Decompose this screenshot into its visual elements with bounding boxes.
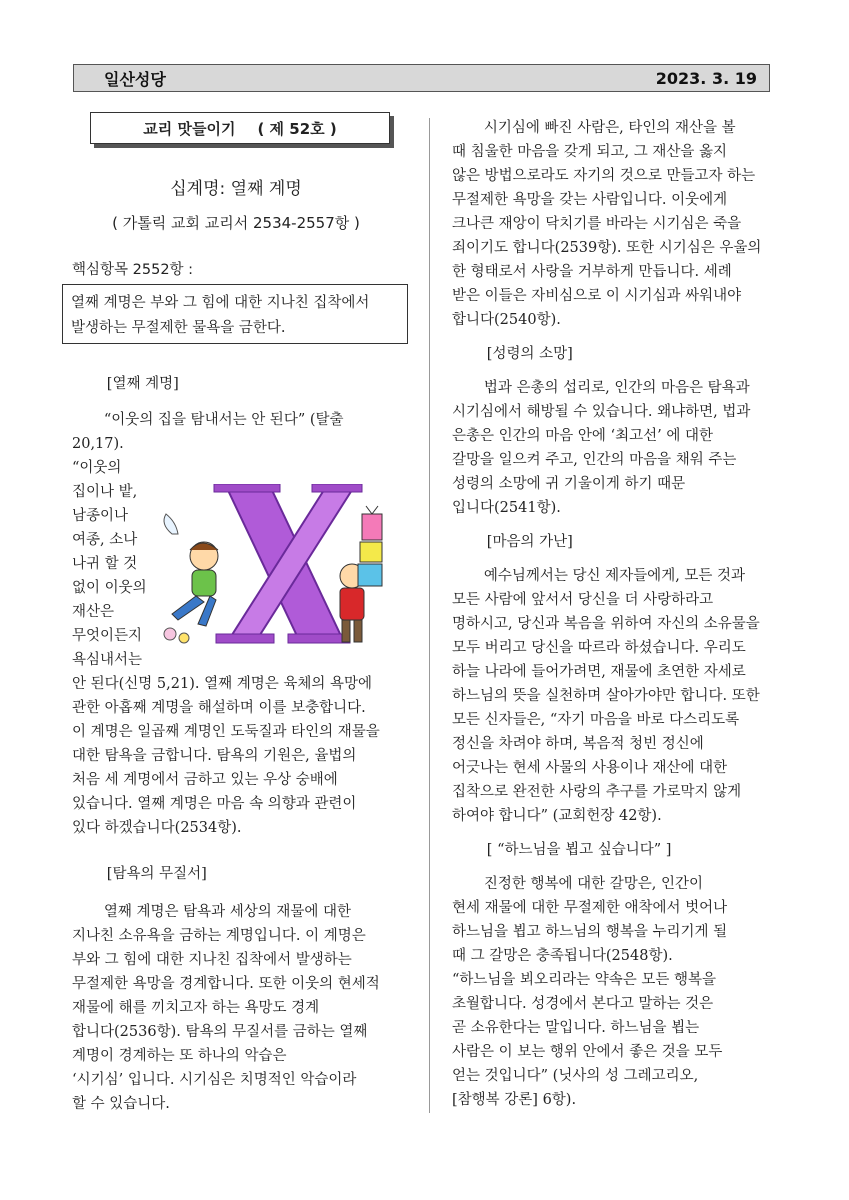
paragraph-line: 한 형태로서 사랑을 거부하게 만듭니다. 세례 bbox=[452, 264, 732, 280]
paragraph-line: 무절제한 욕망을 경계합니다. 또한 이웃의 현세적 bbox=[72, 976, 380, 992]
paragraph-line: 받은 이들은 자비심으로 이 시기심과 싸워내야 bbox=[452, 288, 742, 304]
paragraph-line: 대한 탐욕을 금합니다. 탐욕의 기원은, 율법의 bbox=[72, 748, 357, 764]
section-heading: [ “하느님을 뵙고 싶습니다” ] bbox=[486, 842, 672, 858]
left-column bbox=[72, 372, 388, 1116]
paragraph-line: 현세 재물에 대한 무절제한 애착에서 벗어나 bbox=[452, 900, 728, 916]
series-title-box bbox=[90, 112, 390, 144]
issue-number: ( 제 52호 ) bbox=[257, 119, 337, 138]
paragraph-line: 어긋나는 현세 사물의 사용이나 재산에 대한 bbox=[452, 760, 728, 776]
paragraph-line: 하여야 합니다” (교회헌장 42항). bbox=[452, 808, 662, 824]
paragraph-line: “하느님을 뵈오리라는 약속은 모든 행복을 bbox=[452, 972, 716, 988]
paragraph-line: 정신을 차려야 하며, 복음적 청빈 정신에 bbox=[452, 736, 704, 752]
section-heading: [탐욕의 무질서] bbox=[106, 866, 207, 882]
series-label: 교리 맛들이기 bbox=[143, 119, 236, 138]
section-heading: [마음의 가난] bbox=[486, 534, 573, 550]
paragraph-line: 이 계명은 일곱째 계명인 도둑질과 타인의 재물을 bbox=[72, 724, 380, 740]
paragraph-line: 갈망을 일으켜 주고, 인간의 마음을 채워 주는 bbox=[452, 452, 737, 468]
paragraph-line: 시기심에서 해방될 수 있습니다. 왜냐하면, 법과 bbox=[452, 404, 751, 420]
page-title: 십계명: 열째 계명 bbox=[170, 179, 302, 199]
letter-x-illustration bbox=[152, 484, 384, 646]
page-header bbox=[73, 64, 770, 92]
paragraph-line: 모두 버리고 당신을 따르라 하셨습니다. 우리도 bbox=[452, 640, 746, 656]
column-divider bbox=[429, 118, 430, 1113]
key-point-line: 발생하는 무절제한 물욕을 금한다. bbox=[71, 320, 286, 336]
key-point-line: 열째 계명은 부와 그 힘에 대한 지나친 집착에서 bbox=[71, 295, 370, 311]
paragraph-line: 재물에 해를 끼치고자 하는 욕망도 경계 bbox=[72, 1000, 320, 1016]
paragraph-line: 20,17). bbox=[72, 436, 124, 452]
paragraph-line: 관한 아홉째 계명을 해설하며 이를 보충합니다. bbox=[72, 700, 366, 716]
paragraph-line: 있습니다. 열째 계명은 마음 속 의향과 관련이 bbox=[72, 796, 357, 812]
paragraph-line: 무절제한 욕망을 갖는 사람입니다. 이웃에게 bbox=[452, 192, 728, 208]
paragraph-line: 지나친 소유욕을 금하는 계명입니다. 이 계명은 bbox=[72, 928, 366, 944]
paragraph-line: 하늘 나라에 들어가려면, 재물에 초연한 자세로 bbox=[452, 664, 746, 680]
paragraph-line: 모든 신자들은, “자기 마음을 바로 다스리도록 bbox=[452, 712, 740, 728]
paragraph-line: 입니다(2541항). bbox=[452, 500, 561, 516]
paragraph-line: 때 그 갈망은 충족됩니다(2548항). bbox=[452, 948, 673, 964]
paragraph-line: 안 된다(신명 5,21). 열째 계명은 육체의 욕망에 bbox=[72, 676, 372, 692]
paragraph-line: 할 수 있습니다. bbox=[72, 1096, 170, 1112]
paragraph-line: 은총은 인간의 마음 안에 ‘최고선’ 에 대한 bbox=[452, 428, 713, 444]
paragraph-line: 크나큰 재앙이 닥치기를 바라는 시기심은 죽을 bbox=[452, 216, 742, 232]
catechism-reference: ( 가톨릭 교회 교리서 2534-2557항 ) bbox=[112, 214, 360, 232]
paragraph-line: 욕심내서는 bbox=[72, 652, 143, 668]
paragraph-line: 모든 사람에 앞서서 당신을 더 사랑하라고 bbox=[452, 592, 714, 608]
paragraph-line: 있다 하겠습니다(2534항). bbox=[72, 820, 242, 836]
text-with-illustration bbox=[72, 456, 388, 672]
paragraph-line: 계명이 경계하는 또 하나의 악습은 bbox=[72, 1048, 287, 1064]
boy-sitting-icon bbox=[164, 514, 218, 643]
section-heading: [성령의 소망] bbox=[486, 346, 573, 362]
paragraph-line: 얻는 것입니다” (닛사의 성 그레고리오, bbox=[452, 1068, 699, 1084]
key-point-label: 핵심항목 2552항 : bbox=[72, 262, 194, 278]
paragraph-line: 처음 세 계명에서 금하고 있는 우상 숭배에 bbox=[72, 772, 338, 788]
paragraph-line: “이웃의 bbox=[72, 460, 122, 476]
paragraph-line: 명하시고, 당신과 복음을 위하여 자신의 소유물을 bbox=[452, 616, 760, 632]
paragraph-line: 나귀 할 것 bbox=[72, 556, 138, 572]
paragraph-line: 시기심에 빠진 사람은, 타인의 재산을 볼 bbox=[483, 120, 736, 136]
paragraph-line: 않은 방법으로라도 자기의 것으로 만들고자 하는 bbox=[452, 168, 756, 184]
paragraph-line: 곧 소유한다는 말입니다. 하느님을 뵙는 bbox=[452, 1020, 700, 1036]
wrapped-text bbox=[72, 456, 152, 672]
paragraph-line: 성령의 소망에 귀 기울이게 하기 때문 bbox=[452, 476, 686, 492]
right-column bbox=[452, 116, 788, 1112]
man-with-gifts-icon bbox=[340, 506, 382, 642]
paragraph-line: ‘시기심’ 입니다. 시기심은 치명적인 악습이라 bbox=[72, 1072, 357, 1088]
paragraph-line: [참행복 강론] 6항). bbox=[452, 1092, 577, 1108]
issue-date: 2023. 3. 19 bbox=[655, 68, 757, 88]
paragraph-line: 죄이기도 합니다(2539항). 또한 시기심은 우울의 bbox=[452, 240, 762, 256]
paragraph-line: 하느님을 뵙고 하느님의 행복을 누리기게 될 bbox=[452, 924, 728, 940]
key-point-box bbox=[62, 284, 408, 344]
paragraph-line: 열째 계명은 탐욕과 세상의 재물에 대한 bbox=[103, 904, 352, 920]
paragraph-line: 합니다(2540항). bbox=[452, 312, 561, 328]
paragraph-line: 하느님의 뜻을 실천하며 살아가야만 합니다. 또한 bbox=[452, 688, 760, 704]
paragraph-line: 집착으로 완전한 사랑의 추구를 가로막지 않게 bbox=[452, 784, 742, 800]
paragraph-line: 진정한 행복에 대한 갈망은, 인간이 bbox=[483, 876, 704, 892]
paragraph-line: 사람은 이 보는 행위 안에서 좋은 것을 모두 bbox=[452, 1044, 723, 1060]
paragraph-line: 집이나 밭, bbox=[72, 484, 138, 500]
paragraph-line: 초월합니다. 성경에서 본다고 말하는 것은 bbox=[452, 996, 714, 1012]
paragraph-line: 법과 은총의 섭리로, 인간의 마음은 탐욕과 bbox=[483, 380, 750, 396]
paragraph-line: 부와 그 힘에 대한 지나친 집착에서 발생하는 bbox=[72, 952, 352, 968]
paragraph-line: 예수님께서는 당신 제자들에게, 모든 것과 bbox=[483, 568, 746, 584]
paragraph-line: 없이 이웃의 bbox=[72, 580, 147, 596]
paragraph-line: 남종이나 bbox=[72, 508, 129, 524]
paragraph-line: “이웃의 집을 탐내서는 안 된다” (탈출 bbox=[103, 412, 344, 428]
paragraph-line: 때 침울한 마음을 갖게 되고, 그 재산을 옳지 bbox=[452, 144, 727, 160]
paragraph-line: 합니다(2536항). 탐욕의 무질서를 금하는 열째 bbox=[72, 1024, 368, 1040]
paragraph-line: 무엇이든지 bbox=[72, 628, 143, 644]
parish-name: 일산성당 bbox=[104, 69, 166, 89]
section-heading: [열째 계명] bbox=[106, 376, 179, 392]
paragraph-line: 여종, 소나 bbox=[72, 532, 138, 548]
paragraph-line: 재산은 bbox=[72, 604, 115, 620]
